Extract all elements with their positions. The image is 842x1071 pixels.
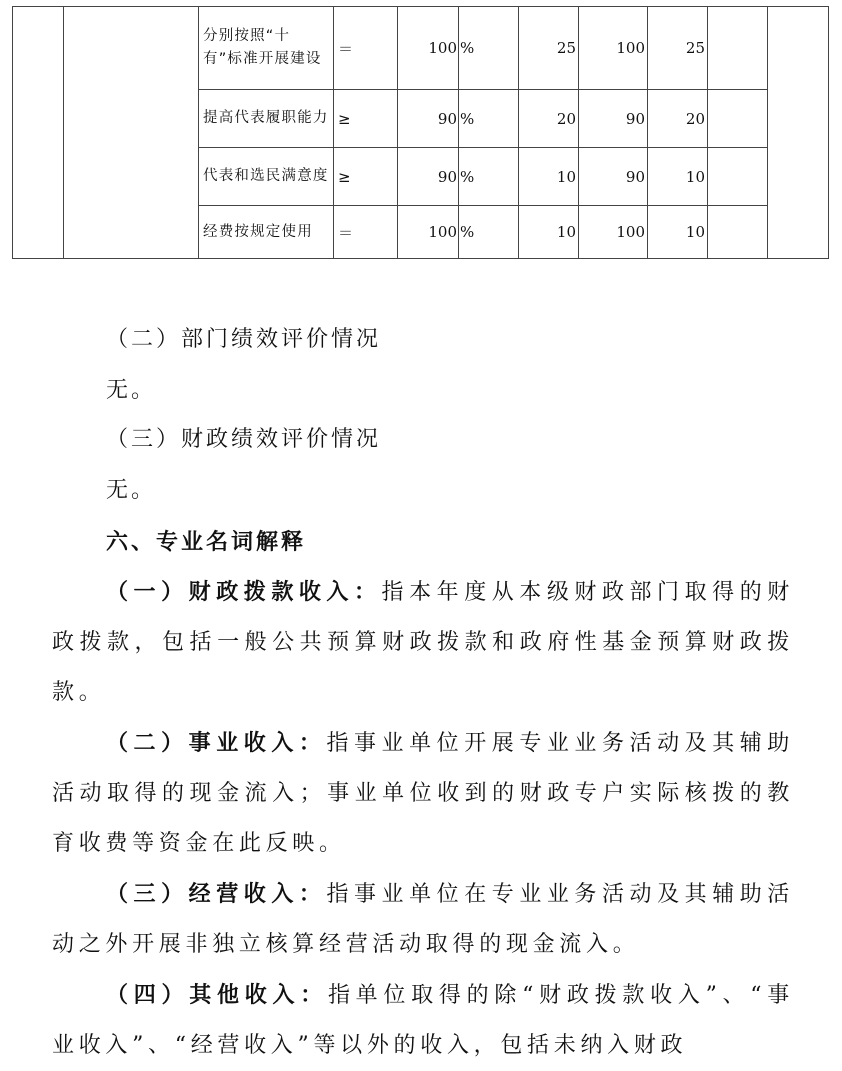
unit-cell: % <box>459 7 519 90</box>
glossary-item <box>52 718 794 869</box>
empty-cell <box>708 206 768 259</box>
indicator-cell: 经费按规定使用 <box>199 206 334 259</box>
target-value-cell: 100 <box>398 206 459 259</box>
operator-cell: ≥ <box>334 148 398 206</box>
glossary-definition: 指本年度从本级财政部门取得的财政拨款，包括一般公共预算财政拨款和政府性基金预算财政拨款。 <box>52 580 794 705</box>
glossary-definition: 指事业单位开展专业业务活动及其辅助活动取得的现金流入；事业单位收到的财政专户实际核拨的教育收费等资金在此反映。 <box>52 731 794 856</box>
glossary-term: （一）财政拨款收入： <box>106 579 382 605</box>
actual-value-cell: 100 <box>579 206 648 259</box>
fiscal-eval-heading: （三）财政绩效评价情况 <box>106 427 382 452</box>
empty-cell <box>708 90 768 148</box>
glossary-term: （二）事业收入： <box>106 730 327 756</box>
weight-cell: 10 <box>519 148 579 206</box>
actual-value-cell: 90 <box>579 90 648 148</box>
table-cell-merged <box>768 7 829 259</box>
score-cell: 20 <box>648 90 708 148</box>
actual-value-cell: 100 <box>579 7 648 90</box>
indicator-cell: 分别按照“十有”标准开展建设 <box>199 7 334 90</box>
glossary-item <box>52 970 794 1071</box>
dept-eval-heading: （二）部门绩效评价情况 <box>106 327 382 352</box>
performance-indicator-table <box>12 6 829 259</box>
empty-cell <box>708 7 768 90</box>
glossary-item <box>52 567 794 718</box>
weight-cell: 25 <box>519 7 579 90</box>
empty-cell <box>708 148 768 206</box>
table-row <box>13 7 829 90</box>
weight-cell: 20 <box>519 90 579 148</box>
score-cell: 10 <box>648 148 708 206</box>
table-cell-merged <box>64 7 199 259</box>
glossary-definition: 指单位取得的除“财政拨款收入”、“事业收入”、“经营收入”等以外的收入，包括未纳入财政 <box>52 983 794 1058</box>
glossary-definition: 指事业单位在专业业务活动及其辅助活动之外开展非独立核算经营活动取得的现金流入。 <box>52 882 794 957</box>
actual-value-cell: 90 <box>579 148 648 206</box>
glossary-item <box>52 869 794 970</box>
unit-cell: % <box>459 206 519 259</box>
score-cell: 10 <box>648 206 708 259</box>
weight-cell: 10 <box>519 206 579 259</box>
unit-cell: % <box>459 148 519 206</box>
target-value-cell: 90 <box>398 90 459 148</box>
glossary-term: （三）经营收入： <box>106 881 327 907</box>
table-cell-merged <box>13 7 64 259</box>
glossary-term: （四）其他收入： <box>106 982 328 1008</box>
indicator-cell: 代表和选民满意度 <box>199 148 334 206</box>
operator-cell: ＝ <box>334 206 398 259</box>
target-value-cell: 90 <box>398 148 459 206</box>
score-cell: 25 <box>648 7 708 90</box>
target-value-cell: 100 <box>398 7 459 90</box>
indicator-cell: 提高代表履职能力 <box>199 90 334 148</box>
fiscal-eval-body: 无。 <box>106 478 157 503</box>
operator-cell: ＝ <box>334 7 398 90</box>
unit-cell: % <box>459 90 519 148</box>
dept-eval-body: 无。 <box>106 378 157 403</box>
operator-cell: ≥ <box>334 90 398 148</box>
glossary-heading: 六、专业名词解释 <box>106 529 307 555</box>
